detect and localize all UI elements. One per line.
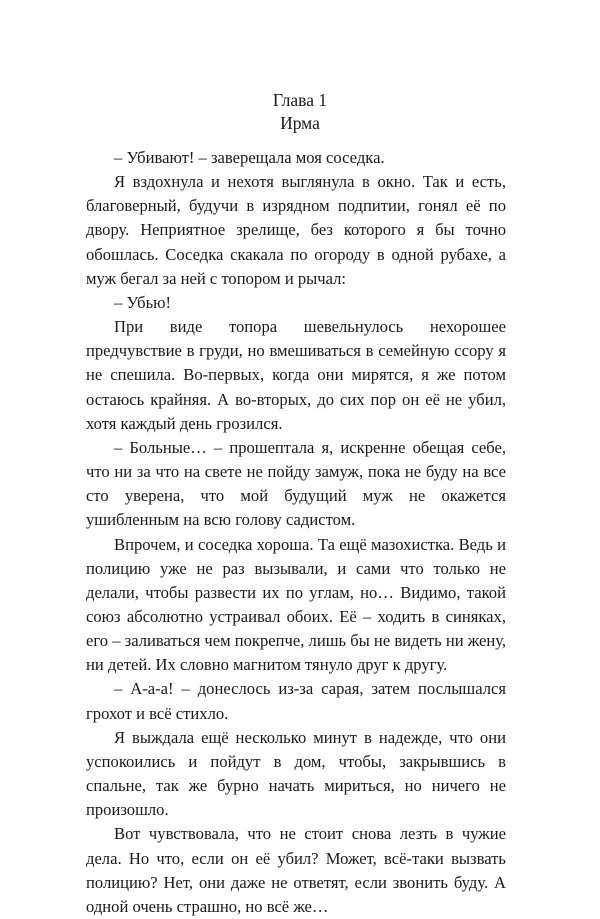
paragraph: Впрочем, и соседка хороша. Та ещё мазохистка. Ведь и полицию уже не раз вызывали, и сами что только не делали, чтобы развести их по углам, но… Видимо, такой союз абсолютно устраивал обоих. Её – ходить в синяках, его – заливаться чем покрепче, лишь бы не видеть ни жену, ни детей. Их словно магнитом тянуло друг к другу. [86,534,507,675]
paragraph: Я вздохнула и нехотя выглянула в окно. Так и есть, благоверный, будучи в изрядном подпитии, гонял её по двору. Неприятное зрелище, без которого я бы точно обошлась. Соседка скакала по огороду в одной рубахе, а муж бегал за ней с топором и рычал: [86,172,506,288]
paragraph: Вот чувствовала, что не стоит снова лезть в чужие дела. Но что, если он её убил? Может, всё-таки вызвать полицию? Нет, они даже не ответят, если звонить буду. А одной очень страшно, но всё же… [86,824,506,916]
chapter-title: Ирма [280,113,320,133]
chapter-number: Глава 1 [272,90,328,110]
paragraph: – Убивают! – заверещала моя соседка. [114,148,385,167]
paragraph: – Больные… – прошептала я, искренне обещая себе, что ни за что на свете не пойду замуж, пока не буду на все сто уверена, что мой будущий муж не окажется ушибленным на всю голову садистом. [86,437,506,530]
chapter-heading [0,89,600,135]
paragraph: Я выждала ещё несколько минут в надежде, что они успокоились и пойдут в дом, чтобы, закрывшись в спальне, так же бурно начать мириться, но ничего не произошло. [86,727,506,820]
paragraph: При виде топора шевельнулось нехорошее предчувствие в груди, но вмешиваться в семейную ссору я не спешила. Во-первых, когда они мирятся, я же потом остаюсь крайняя. А во-вторых, до сих пор он её не убил, хотя каждый день грозился. [86,317,506,433]
paragraph: – Убью! [114,292,172,312]
body-text [86,146,506,919]
paragraph: – А-а-а! – донеслось из-за сарая, затем послышался грохот и всё стихло. [86,679,506,723]
